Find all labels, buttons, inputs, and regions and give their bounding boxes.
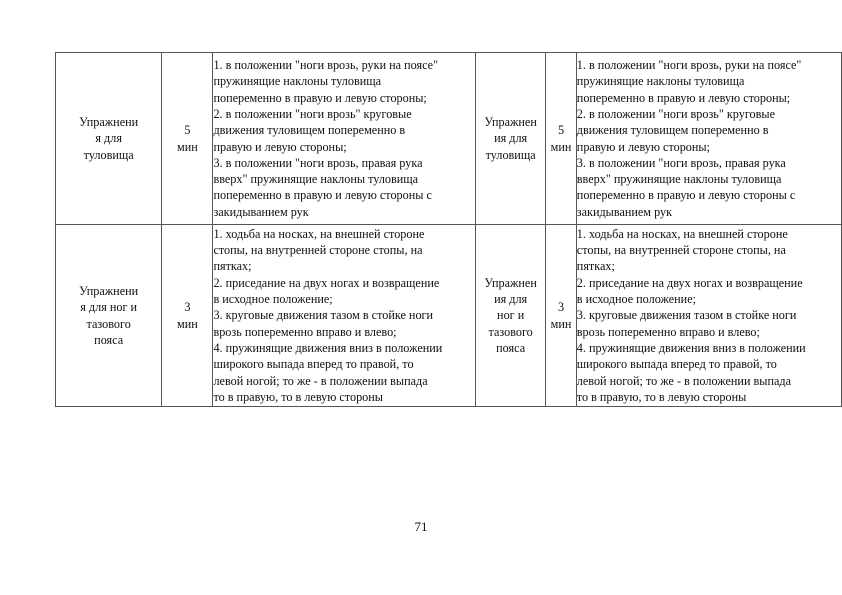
exercise-name-line: туловища	[485, 147, 536, 162]
description-line: 1. в положении "ноги врозь, руки на поясе"	[576, 58, 802, 73]
exercise-description-cell	[576, 225, 841, 407]
description-line: врозь попеременно вправо и влево;	[576, 324, 760, 339]
duration-cell	[546, 225, 577, 407]
duration-line: мин	[550, 316, 572, 331]
duration-cell	[546, 53, 577, 225]
description-line: то в правую, то в левую стороны	[576, 389, 747, 404]
description-line: 3. в положении "ноги врозь, правая рука	[576, 155, 786, 170]
description-line: 2. в положении "ноги врозь" круговые	[576, 106, 775, 121]
duration-line: 3	[557, 300, 565, 315]
duration-line: 3	[184, 300, 191, 315]
exercise-description-cell	[576, 53, 841, 225]
page-number: 71	[414, 519, 428, 534]
exercise-name-cell	[56, 225, 162, 407]
description-line: 3. круговые движения тазом в стойке ноги	[576, 308, 797, 323]
description-line: попеременно в правую и левую стороны;	[213, 90, 427, 105]
exercise-name-line: тазового	[488, 324, 533, 339]
description-line: стопы, на внутренней стороне стопы, на	[576, 243, 786, 258]
exercise-description-cell	[213, 225, 476, 407]
description-line: попеременно в правую и левую стороны;	[576, 90, 791, 105]
exercise-name-line: туловища	[83, 147, 134, 162]
table-row	[56, 225, 842, 407]
table-row	[56, 53, 842, 225]
exercise-name-line: я для ног и	[80, 300, 138, 315]
description-line: пружинящие наклоны туловища	[576, 74, 745, 89]
description-line: пятках;	[576, 259, 615, 274]
duration-line: 5	[557, 123, 565, 138]
description-line: 4. пружинящие движения вниз в положении	[576, 340, 806, 355]
description-line: 3. в положении "ноги врозь, правая рука	[213, 155, 423, 170]
description-line: 1. в положении "ноги врозь, руки на поясе"	[213, 58, 439, 73]
description-line: закидыванием рук	[213, 204, 309, 219]
description-line: 3. круговые движения тазом в стойке ноги	[213, 308, 434, 323]
description-line: в исходное положение;	[576, 292, 696, 307]
exercise-name-line: Упражнени	[79, 283, 139, 298]
exercise-name-line: пояса	[496, 340, 526, 355]
description-line: вверх" пружинящие наклоны туловища	[213, 172, 419, 187]
description-line: 1. ходьба на носках, на внешней стороне	[576, 226, 788, 241]
description-line: правую и левую стороны;	[213, 139, 347, 154]
description-line: пружинящие наклоны туловища	[213, 74, 382, 89]
duration-line: 5	[184, 123, 191, 138]
exercise-table	[55, 52, 842, 407]
description-line: 2. приседание на двух ногах и возвращение	[213, 275, 440, 290]
description-line: левой ногой; то же - в положении выпада	[576, 373, 792, 388]
description-line: 2. приседание на двух ногах и возвращение	[576, 275, 803, 290]
exercise-name-cell	[476, 53, 546, 225]
description-line: закидыванием рук	[576, 204, 673, 219]
exercise-name-line: Упражнени	[79, 115, 139, 130]
exercise-name-line: пояса	[94, 332, 124, 347]
exercise-name-line: ия для	[494, 131, 528, 146]
description-line: пятках;	[213, 259, 252, 274]
description-line: стопы, на внутренней стороне стопы, на	[213, 243, 423, 258]
description-line: движения туловищем попеременно в	[213, 123, 406, 138]
duration-line: мин	[177, 139, 198, 154]
duration-cell	[162, 225, 213, 407]
exercise-name-line: ног и	[497, 308, 525, 323]
description-line: попеременно в правую и левую стороны с	[576, 188, 796, 203]
description-line: широкого выпада вперед то правой, то	[576, 357, 777, 372]
duration-cell	[162, 53, 213, 225]
description-line: в исходное положение;	[213, 292, 333, 307]
exercise-name-cell	[476, 225, 546, 407]
description-line: 2. в положении "ноги врозь" круговые	[213, 106, 412, 121]
description-line: правую и левую стороны;	[576, 139, 711, 154]
description-line: движения туловищем попеременно в	[576, 123, 769, 138]
exercise-name-cell	[56, 53, 162, 225]
description-line: то в правую, то в левую стороны	[213, 389, 383, 404]
duration-line: мин	[177, 316, 198, 331]
description-line: широкого выпада вперед то правой, то	[213, 357, 414, 372]
description-line: вверх" пружинящие наклоны туловища	[576, 172, 782, 187]
description-line: 4. пружинящие движения вниз в положении	[213, 340, 443, 355]
exercise-name-line: тазового	[86, 316, 131, 331]
exercise-name-line: я для	[95, 131, 122, 146]
description-line: 1. ходьба на носках, на внешней стороне	[213, 226, 425, 241]
description-line: левой ногой; то же - в положении выпада	[213, 373, 428, 388]
duration-line: мин	[550, 139, 572, 154]
description-line: попеременно в правую и левую стороны с	[213, 188, 432, 203]
exercise-name-line: ия для	[494, 292, 528, 307]
exercise-name-line: Упражнен	[484, 275, 537, 290]
exercise-name-line: Упражнен	[484, 115, 537, 130]
exercise-description-cell	[213, 53, 476, 225]
description-line: врозь попеременно вправо и влево;	[213, 324, 397, 339]
